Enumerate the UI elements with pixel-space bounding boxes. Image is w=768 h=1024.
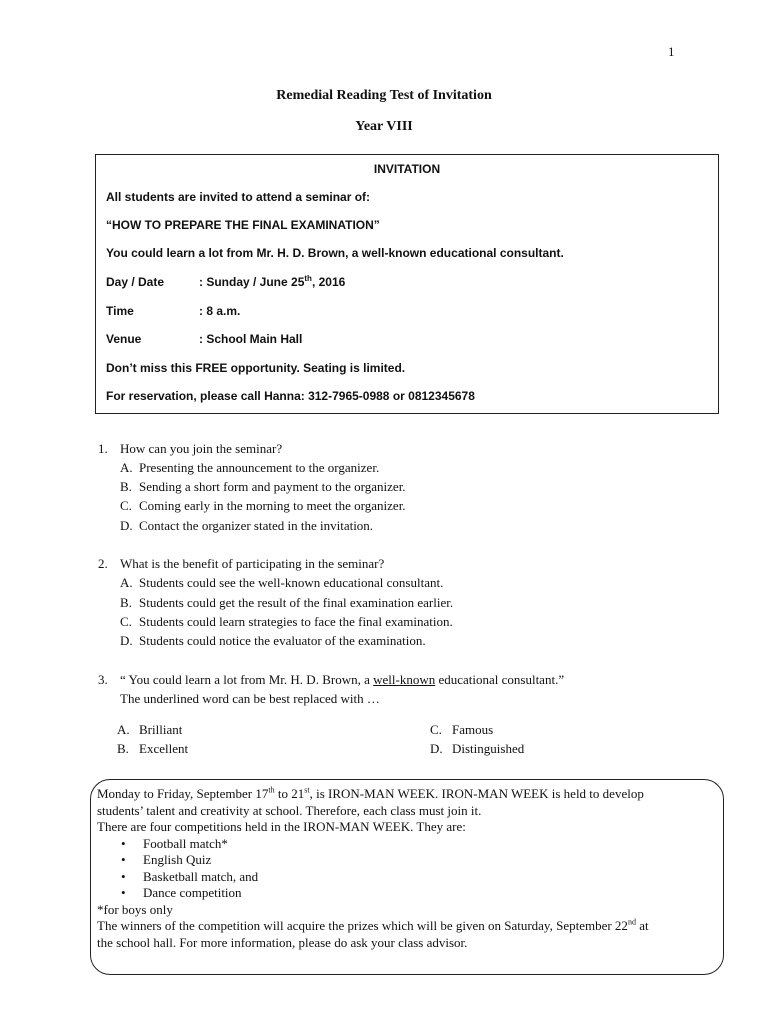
question-2: 2. What is the benefit of participating in the seminar? xyxy=(98,556,385,571)
list-item: • Dance competition xyxy=(143,885,717,902)
competition-list xyxy=(97,836,717,902)
time-value: : 8 a.m. xyxy=(199,304,241,318)
list-item: • Basketball match, and xyxy=(143,869,717,886)
q1-option-d: D. Contact the organizer stated in the invitation. xyxy=(120,518,374,533)
question-3: 3. “ You could learn a lot from Mr. H. D. Brown, a well-known educational consultant.” xyxy=(98,672,565,687)
q1-option-a: A. Presenting the announcement to the organizer. xyxy=(120,460,380,475)
venue-label: Venue xyxy=(106,332,142,346)
notice-footnote: *for boys only xyxy=(97,901,173,917)
notice-box xyxy=(90,779,724,975)
invitation-reservation: For reservation, please call Hanna: 312-7965-0988 or 0812345678 xyxy=(106,389,475,403)
notice-line-3: There are four competitions held in the IRON-MAN WEEK. They are: xyxy=(97,819,466,834)
page-number: 1 xyxy=(668,44,675,59)
q2-option-a: A. Students could see the well-known educational consultant. xyxy=(120,575,444,590)
q3-option-c: C. Famous xyxy=(430,722,494,737)
notice-line-4: The winners of the competition will acquire the prizes which will be given on Saturday, September 22nd at xyxy=(97,917,649,933)
invitation-heading: INVITATION xyxy=(373,162,441,176)
time-label: Time xyxy=(106,304,134,318)
underlined-word: well-known xyxy=(373,672,436,687)
invitation-topic: “HOW TO PREPARE THE FINAL EXAMINATION” xyxy=(106,218,380,232)
list-item: • Football match* xyxy=(143,836,717,853)
question-1: 1. How can you join the seminar? xyxy=(98,441,283,456)
q1-option-b: B. Sending a short form and payment to the organizer. xyxy=(120,479,406,494)
notice-line-2: students’ talent and creativity at school. Therefore, each class must join it. xyxy=(97,802,482,818)
invitation-time-row xyxy=(106,304,240,318)
notice-line-1: Monday to Friday, September 17th to 21st, is IRON-MAN WEEK. IRON-MAN WEEK is held to develop xyxy=(97,785,644,801)
day-label: Day / Date xyxy=(106,275,165,289)
list-item: • English Quiz xyxy=(143,852,717,869)
question-3-line2: The underlined word can be best replaced with … xyxy=(120,691,380,706)
invitation-box xyxy=(95,154,719,414)
q2-option-b: B. Students could get the result of the final examination earlier. xyxy=(120,595,454,610)
q3-option-d: D. Distinguished xyxy=(430,741,525,756)
venue-value: : School Main Hall xyxy=(199,332,303,346)
day-value: : Sunday / June 25th, 2016 xyxy=(199,274,346,289)
invitation-learn: You could learn a lot from Mr. H. D. Brown, a well-known educational consultant. xyxy=(106,246,564,260)
invitation-venue-row xyxy=(106,332,302,346)
invitation-day-row xyxy=(106,275,345,289)
q2-option-d: D. Students could notice the evaluator of the examination. xyxy=(120,633,426,648)
notice-line-5: the school hall. For more information, please do ask your class advisor. xyxy=(97,934,468,950)
q3-option-b: B. Excellent xyxy=(117,741,189,756)
q2-option-c: C. Students could learn strategies to face the final examination. xyxy=(120,614,453,629)
page-title: Remedial Reading Test of Invitation xyxy=(276,88,492,103)
page-subtitle: Year VIII xyxy=(355,119,413,134)
q3-option-a: A. Brilliant xyxy=(117,722,183,737)
q1-option-c: C. Coming early in the morning to meet the organizer. xyxy=(120,498,406,513)
invitation-intro: All students are invited to attend a seminar of: xyxy=(106,190,371,204)
invitation-dont-miss: Don’t miss this FREE opportunity. Seating is limited. xyxy=(106,361,406,375)
